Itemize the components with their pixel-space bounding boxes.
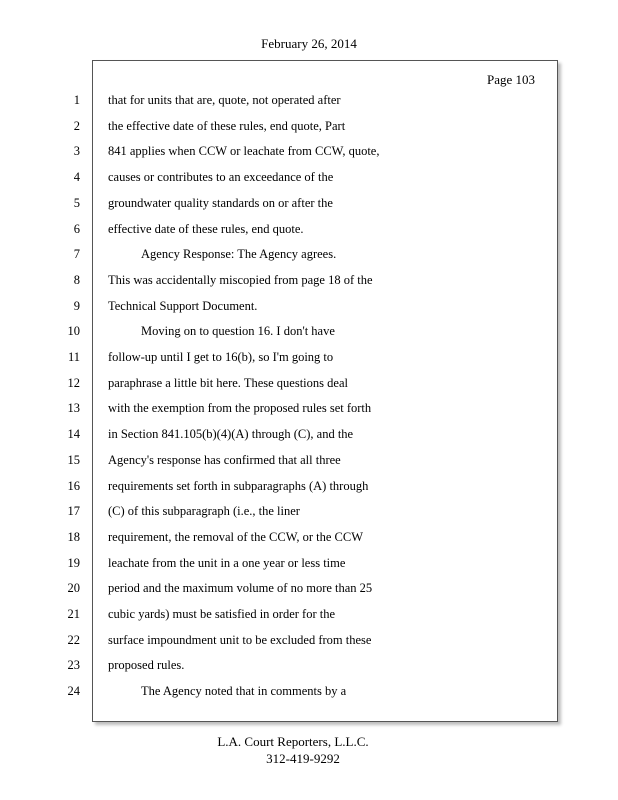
line-number: 10 [67, 324, 80, 339]
transcript-line: requirements set forth in subparagraphs (A) through [108, 478, 369, 493]
transcript-line: (C) of this subparagraph (i.e., the liner [108, 504, 300, 519]
transcript-date: February 26, 2014 [261, 36, 357, 51]
line-number: 19 [67, 555, 80, 570]
line-number: 16 [67, 478, 80, 493]
line-number: 20 [67, 581, 80, 596]
transcript-line: that for units that are, quote, not operated after [108, 93, 341, 107]
line-number: 13 [67, 401, 80, 416]
transcript-line: with the exemption from the proposed rules set forth [108, 401, 372, 416]
line-number: 5 [73, 195, 80, 210]
line-number: 9 [73, 298, 80, 313]
transcript-line: The Agency noted that in comments by a [141, 684, 347, 699]
transcript-line: follow-up until I get to 16(b), so I'm going to [108, 350, 334, 364]
transcript-line: surface impoundment unit to be excluded from these [108, 632, 372, 647]
transcript-line: groundwater quality standards on or after the [108, 195, 333, 210]
transcript-line: 841 applies when CCW or leachate from CCW, quote, [108, 144, 380, 159]
line-number: 12 [67, 375, 80, 390]
transcript-line: requirement, the removal of the CCW, or the CCW [108, 529, 364, 544]
line-number: 1 [73, 93, 80, 107]
line-number: 17 [67, 504, 80, 519]
transcript-line: Agency Response: The Agency agrees. [141, 247, 337, 262]
transcript-line: proposed rules. [108, 658, 185, 673]
line-number: 7 [73, 247, 80, 262]
transcript-line: Agency's response has confirmed that all three [108, 452, 341, 467]
line-number: 3 [73, 144, 80, 159]
transcript-line: period and the maximum volume of no more than 25 [108, 581, 373, 596]
line-number: 15 [67, 452, 80, 467]
line-number: 18 [67, 529, 80, 544]
transcript-line: This was accidentally miscopied from page 18 of the [108, 272, 373, 287]
line-number: 4 [73, 170, 80, 185]
line-number: 23 [67, 658, 80, 673]
transcript-line: causes or contributes to an exceedance of the [108, 170, 334, 185]
transcript-line: cubic yards) must be satisfied in order for the [108, 607, 336, 621]
line-number: 8 [73, 272, 80, 287]
reporter-phone: 312-419-9292 [266, 751, 340, 766]
transcript-line: Moving on to question 16. I don't have [141, 324, 335, 339]
line-number: 14 [67, 427, 80, 442]
transcript-line: effective date of these rules, end quote. [108, 221, 304, 236]
line-number: 2 [73, 118, 80, 133]
line-number: 22 [67, 632, 80, 647]
line-number: 21 [67, 607, 80, 621]
line-number: 6 [73, 221, 80, 236]
transcript-line: paraphrase a little bit here. These questions deal [108, 375, 348, 390]
line-number: 11 [67, 350, 80, 364]
transcript-line: Technical Support Document. [108, 298, 258, 313]
line-number: 24 [67, 684, 80, 699]
transcript-line: in Section 841.105(b)(4)(A) through (C), and the [108, 427, 354, 442]
transcript-line: the effective date of these rules, end quote, Part [108, 118, 346, 133]
transcript-line: leachate from the unit in a one year or less time [108, 555, 346, 570]
reporter-firm: L.A. Court Reporters, L.L.C. [217, 734, 369, 749]
page-number: Page 103 [486, 72, 535, 87]
